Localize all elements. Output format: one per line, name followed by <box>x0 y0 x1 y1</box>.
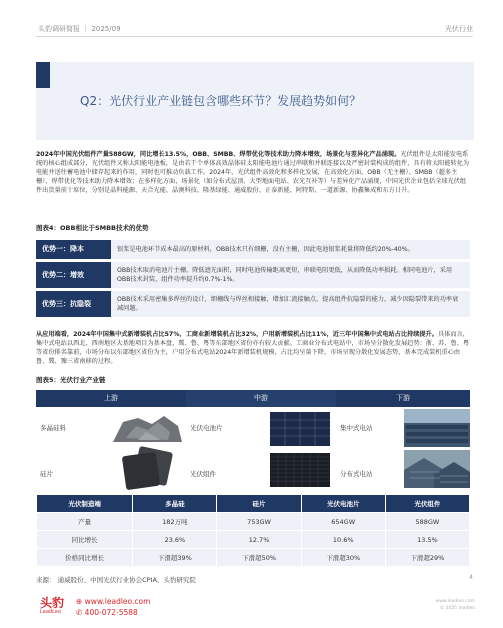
pv-module-image <box>268 452 332 488</box>
table-cell: 下滑超29% <box>385 549 469 567</box>
polysilicon-image <box>108 414 184 444</box>
footer-contact <box>76 596 150 618</box>
table-cell: 588GW <box>385 513 469 531</box>
question-banner <box>36 62 474 140</box>
item-pv-module: 光伏组件 <box>190 470 216 478</box>
page-number: 4 <box>469 574 473 581</box>
advantage-label: 优势一：降本 <box>36 240 111 259</box>
table-header-cell: 光伏制造端 <box>37 495 133 513</box>
table-row <box>37 513 470 531</box>
advantage-row <box>36 291 470 317</box>
stage-midstream-label: 中游 <box>254 394 268 402</box>
banner-accent <box>36 62 50 88</box>
table-row <box>37 549 470 567</box>
table-header-cell: 光伏组件 <box>385 495 469 513</box>
table-cell: 753GW <box>217 513 301 531</box>
logo-en-text: LeadLeo <box>40 609 62 615</box>
item-centralized-plant: 集中式电站 <box>340 424 373 432</box>
advantage-label: 优势三：抗隐裂 <box>36 291 111 317</box>
page-header <box>0 0 503 38</box>
website-link[interactable]: ⊕ www.leadleo.com <box>76 597 151 606</box>
table-cell: 同比增长 <box>37 531 133 549</box>
table-row <box>37 531 470 549</box>
source-note: 来源： 通威股份、中国光伏行业协会CPIA、头豹研究院 <box>36 576 196 584</box>
header-divider <box>36 36 473 37</box>
table-header-cell: 光伏电池片 <box>301 495 385 513</box>
production-data-table <box>36 494 470 567</box>
pv-cell-image <box>268 411 332 447</box>
leadleo-logo <box>30 594 80 620</box>
item-distributed-plant: 分布式电站 <box>340 470 373 478</box>
paragraph-2-text: 具体而言，集中式电站以西北、西南地区大基地项目为基本盘，冀、鲁、粤等东部地区省份亦有较大贡献。工商业分布式电站中，市场呈分散化发展趋势：浙、苏、鲁、粤等省份排名靠前，市场分布以东部地区省份为主，户用分布式电站2024年新增装机规模、占比均呈量下降，市场呈现分散化发展态势，基本完成装机重心由鲁、冀、豫三省南移的过程。 <box>36 331 470 365</box>
footer-right-line-1: www.leadleo.com <box>435 599 475 604</box>
table-cell: 价格同比增长 <box>37 549 133 567</box>
distributed-plant-image <box>404 450 470 488</box>
table-cell: 10.6% <box>301 531 385 549</box>
stage-upstream-label: 上游 <box>104 394 118 402</box>
item-pv-cell: 光伏电池片 <box>190 424 223 432</box>
centralized-plant-image <box>404 409 470 447</box>
stage-downstream-label: 下游 <box>396 394 410 402</box>
item-wafer: 硅片 <box>40 470 53 478</box>
advantage-row <box>36 262 470 288</box>
stage-upstream <box>36 390 186 407</box>
paragraph-1 <box>36 150 470 195</box>
obb-advantages-table <box>36 237 470 320</box>
table-cell: 182万吨 <box>133 513 217 531</box>
table-cell: 产量 <box>37 513 133 531</box>
phone-number: ✆ 400-072-5588 <box>76 608 138 617</box>
table-header-cell: 硅片 <box>217 495 301 513</box>
figure-5-title: 图表5：光伏行业产业链 <box>36 376 106 384</box>
advantage-desc: OBB技术取消电池片主栅，降低遮光面积，同时电池传输距离更短，串联电阻更低，从而降低功率损耗。相同电池片，采用OBB技术封装，组件功率提升约0.7%-1%。 <box>111 262 470 288</box>
table-cell: 654GW <box>301 513 385 531</box>
paragraph-1-text: 光伏组件是太阳能发电系统的核心组成部分，光伏组件又称太阳能电池板，是由若干个单体高效晶体硅太阳能电池片通过串联和并联连接以及严密封装构成的组件，具有将太阳能转化为电能并送往蓄电池中储存起来的作用，同时也可推动负载工作。2024年，光伏组件高效化和多样化发展，在高效化方面，OBB（无主栅）、SMBB（超多主栅）、焊带优化等技术助力降本增效；在多样化方面，场景化（如分布式屋顶、大型地面电站、农光互补等）与差异化产品涌现，中国光伏企业包括全球光伏组件出货量前十席位，分别是晶科能源、天合光能、晶澳科技、隆基绿能、通威股份、正泰新能、阿特斯、一道新源、协鑫集成和东方日升。 <box>36 151 470 194</box>
phone-icon: ✆ <box>76 608 85 617</box>
stage-downstream <box>336 390 470 407</box>
advantage-label: 优势二：增效 <box>36 262 111 288</box>
table-cell: 13.5% <box>385 531 469 549</box>
table-cell: 下滑超30% <box>301 549 385 567</box>
globe-icon: ⊕ <box>76 597 85 606</box>
table-cell: 下滑超50% <box>217 549 301 567</box>
table-cell: 23.6% <box>133 531 217 549</box>
figure-4-title: 图表4：OBB相比于SMBB技术的优势 <box>36 224 149 232</box>
advantage-desc: OBB技术采用密集多焊丝的设计，细栅线与焊丝相接触，增加汇流接触点，提高组件抗隐裂的能力，减少因隐裂带来的功率衰减问题。 <box>111 291 470 317</box>
table-cell: 12.7% <box>217 531 301 549</box>
wafer-image <box>106 446 182 490</box>
header-right-text: 光伏行业 <box>445 25 473 33</box>
footer-right-line-2: © 2025 leadleo <box>439 606 475 611</box>
footer-right-text <box>436 598 475 612</box>
paragraph-2-lead: 从应用端看，2024年中国集中式新增装机占比57%，工商业新增装机占比32%，户用新增装机占比11%，近三年中国集中式电站占比持续提升。 <box>36 331 438 338</box>
table-header-row <box>37 495 470 513</box>
header-left-text: 头豹调研简报 ｜ 2025/09 <box>38 25 121 33</box>
paragraph-1-lead: 2024年中国光伏组件产量588GW，同比增长13.5%，OBB、SMBB、焊带优化等技术助力降本增效，场景化与差异化产品涌现。 <box>36 151 401 158</box>
table-header-cell: 多晶硅 <box>133 495 217 513</box>
item-polysilicon: 多晶硅料 <box>40 424 66 432</box>
paragraph-2 <box>36 330 470 366</box>
advantage-desc: 银浆是电池环节成本最高的原材料，OBB技术只有细栅，没有主栅，因此电池银浆耗量将降低约20%-40%。 <box>111 240 470 259</box>
logo-zh-text: 头豹 <box>40 596 65 610</box>
advantage-row <box>36 240 470 259</box>
question-title: Q2：光伏行业产业链包含哪些环节？发展趋势如何？ <box>80 94 362 108</box>
table-cell: 下滑超39% <box>133 549 217 567</box>
industry-chain-diagram <box>36 390 470 490</box>
stage-midstream <box>186 390 336 407</box>
